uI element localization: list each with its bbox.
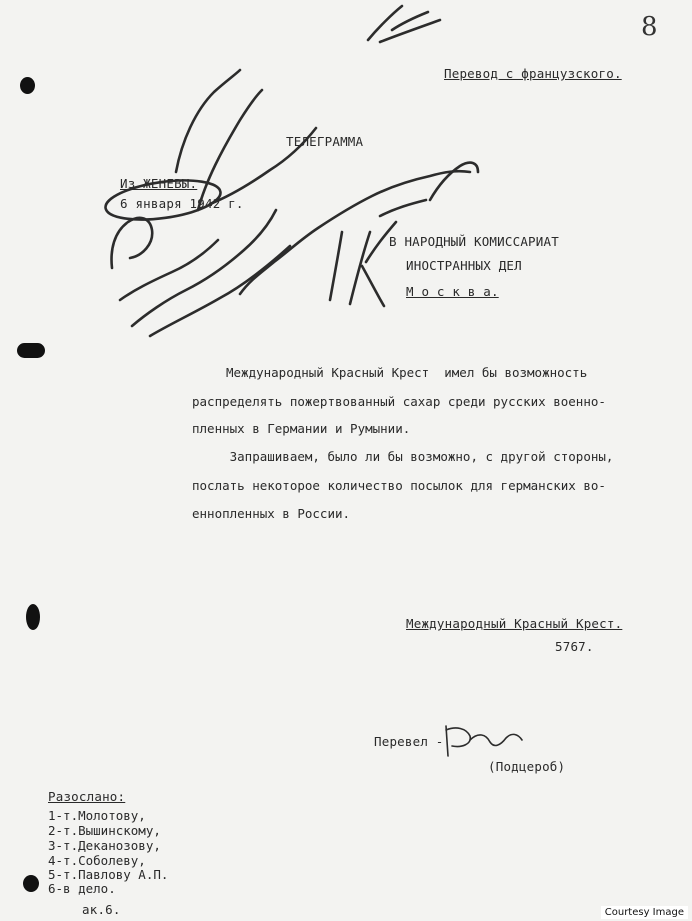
image-credit: Courtesy Image bbox=[601, 906, 688, 919]
date-line: 6 января 1942 г. bbox=[120, 196, 244, 211]
document-title: ТЕЛЕГРАММА bbox=[286, 134, 364, 149]
header-note: Перевод с французского. bbox=[444, 66, 622, 81]
signature-number: 5767. bbox=[555, 639, 594, 654]
distribution-item: 3-т.Деканозову, bbox=[48, 838, 161, 853]
from-line: Из ЖЕНЕВЫ. bbox=[120, 176, 198, 191]
signature-org: Международный Красный Крест. bbox=[406, 616, 623, 631]
footer-code: ак.6. bbox=[82, 902, 121, 917]
distribution-title: Разослано: bbox=[48, 789, 126, 804]
distribution-item: 6-в дело. bbox=[48, 881, 116, 896]
body-line: еннопленных в России. bbox=[192, 506, 351, 521]
addressee-line: В НАРОДНЫЙ КОМИССАРИАТ bbox=[389, 234, 559, 249]
distribution-item: 1-т.Молотову, bbox=[48, 808, 146, 823]
distribution-item: 5-т.Павлову А.П. bbox=[48, 867, 169, 882]
body-line: Международный Красный Крест имел бы возможность bbox=[226, 365, 588, 380]
addressee-line: М о с к в а. bbox=[406, 284, 499, 299]
translator-label: Перевел - bbox=[374, 734, 444, 749]
translator-name: (Подцероб) bbox=[488, 759, 566, 774]
distribution-item: 2-т.Вышинскому, bbox=[48, 823, 161, 838]
body-line: пленных в Германии и Румынии. bbox=[192, 421, 411, 436]
body-line: распределять пожертвованный сахар среди русских военно- bbox=[192, 394, 606, 409]
body-line: послать некоторое количество посылок для германских во- bbox=[192, 478, 606, 493]
distribution-item: 4-т.Соболеву, bbox=[48, 853, 146, 868]
addressee-line: ИНОСТРАННЫХ ДЕЛ bbox=[406, 258, 522, 273]
page-number: 8 bbox=[641, 12, 658, 42]
body-line: Запрашиваем, было ли бы возможно, с другой стороны, bbox=[192, 449, 614, 464]
